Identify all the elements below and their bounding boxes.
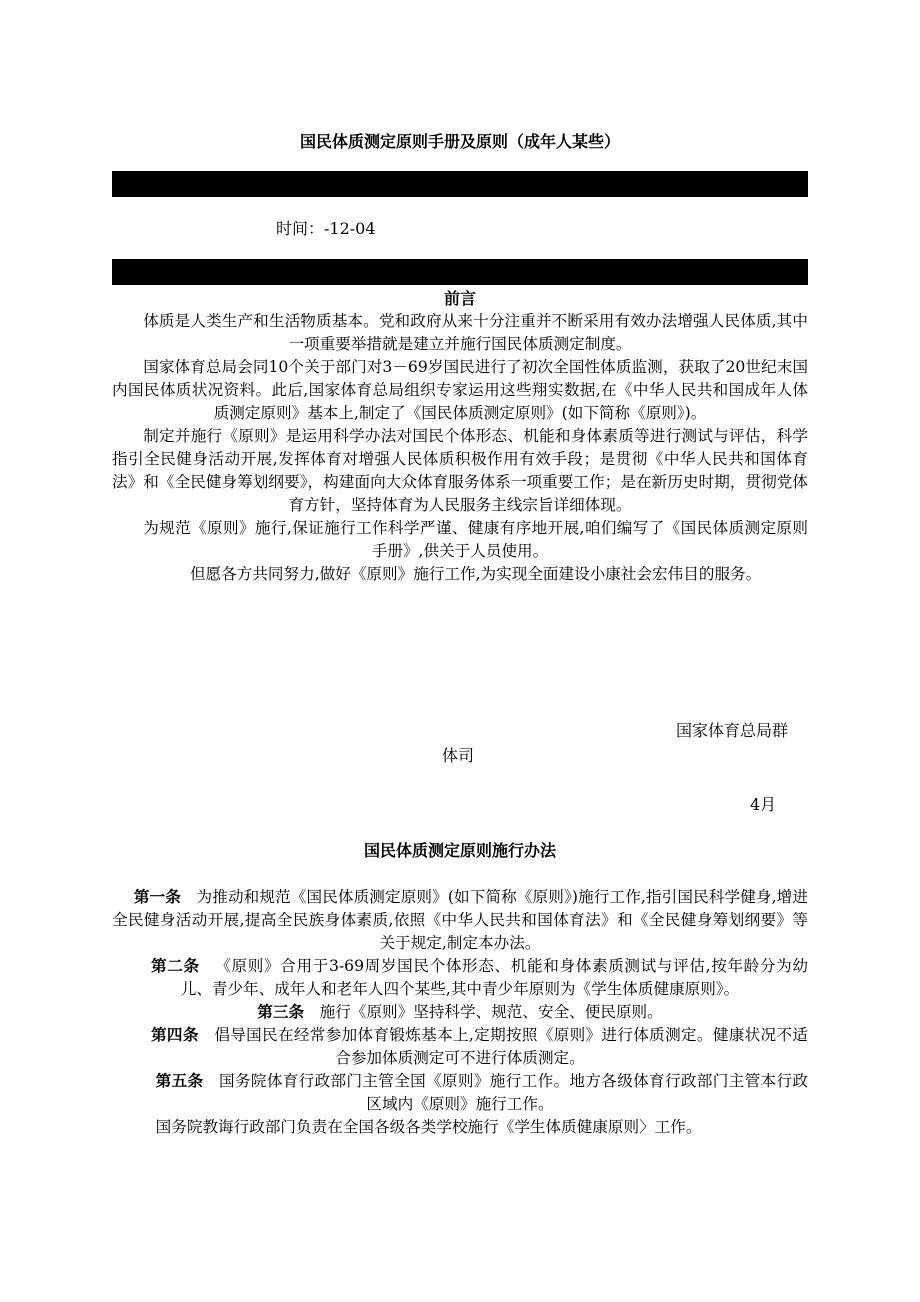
article-label: 第二条 — [151, 957, 200, 975]
signature-org-line2: 体司 — [442, 746, 475, 765]
article-label: 第一条 — [133, 888, 181, 906]
signature-org-line1: 国家体育总局群 — [676, 721, 789, 740]
preface-paragraph: 体质是人类生产和生活物质基本。党和政府从来十分注重并不断采用有效办法增强人民体质,其中一项重要举措就是建立并施行国民体质测定制度。 — [143, 312, 808, 353]
article — [112, 1024, 808, 1070]
article-text: 《原则》合用于3-69周岁国民个体形态、机能和身体素质测试与评估,按年龄分为幼儿、青少年、成年人和老年人四个某些,其中青少年原则为《学生体质健康原则》。 — [180, 957, 808, 998]
article — [112, 1070, 808, 1116]
preface-paragraph: 国家体育总局会同10个关于部门对3－69岁国民进行了初次全国性体质监测，获取了20世纪末国内国民体质状况资料。此后,国家体育总局组织专家运用这些翔实数据,在《中华人民共和国成年人体质测定原则》基本上,制定了《国民体质测定原则》(如下简称《原则》)。 — [112, 358, 808, 422]
article-text: 施行《原则》坚持科学、规范、安全、便民原则。 — [319, 1003, 663, 1021]
document-title: 国民体质测定原则手册及原则（成年人某些） — [299, 132, 620, 151]
article — [112, 955, 808, 1001]
article-text: 倡导国民在经常参加体育锻炼基本上,定期按照《原则》进行体质测定。健康状况不适合参加体质测定可不进行体质测定。 — [214, 1026, 808, 1067]
trailing-paragraph: 国务院教诲行政部门负责在全国各级各类学校施行《学生体质健康原则〉工作。 — [155, 1118, 702, 1136]
preface-heading: 前言 — [443, 289, 476, 308]
redaction-bar-bottom — [112, 259, 808, 285]
article-label: 第四条 — [151, 1026, 199, 1044]
article — [112, 886, 808, 955]
redaction-bar-top — [112, 171, 808, 197]
article-label: 第五条 — [155, 1072, 204, 1090]
preface-paragraph: 制定并施行《原则》是运用科学办法对国民个体形态、机能和身体素质等进行测试与评估，科学指引全民健身活动开展,发挥体育对增强人民体质积极作用有效手段；是贯彻《中华人民共和国体育法》和《全民健身筹划纲要》，构建面向大众体育服务体系一项重要工作；是在新历史时期，贯彻党体育方针，坚持体育为人民服务主线宗旨详细体现。 — [112, 427, 808, 514]
article-label: 第三条 — [257, 1003, 305, 1021]
preface-paragraph: 但愿各方共同努力,做好《原则》施行工作,为实现全面建设小康社会宏伟目的服务。 — [189, 565, 762, 583]
preface-paragraph: 为规范《原则》施行,保证施行工作科学严谨、健康有序地开展,咱们编写了《国民体质测定原则手册》,供关于人员使用。 — [143, 519, 808, 560]
preface-body — [112, 310, 808, 586]
section-title: 国民体质测定原则施行办法 — [363, 841, 556, 860]
articles-body — [112, 886, 808, 1139]
date-line: 时间：-12-04 — [276, 219, 376, 238]
article-text: 国务院体育行政部门主管全国《原则》施行工作。地方各级体育行政部门主管本行政区域内《原则》施行工作。 — [219, 1072, 808, 1113]
article-text: 为推动和规范《国民体质测定原则》(如下简称《原则》)施行工作,指引国民科学健身,增进全民健身活动开展,提高全民族身体素质,依照《中华人民共和国体育法》和《全民健身筹划纲要》等关于规定,制定本办法。 — [112, 888, 808, 952]
article — [112, 1001, 808, 1024]
signature-date: 4月 — [750, 795, 777, 814]
